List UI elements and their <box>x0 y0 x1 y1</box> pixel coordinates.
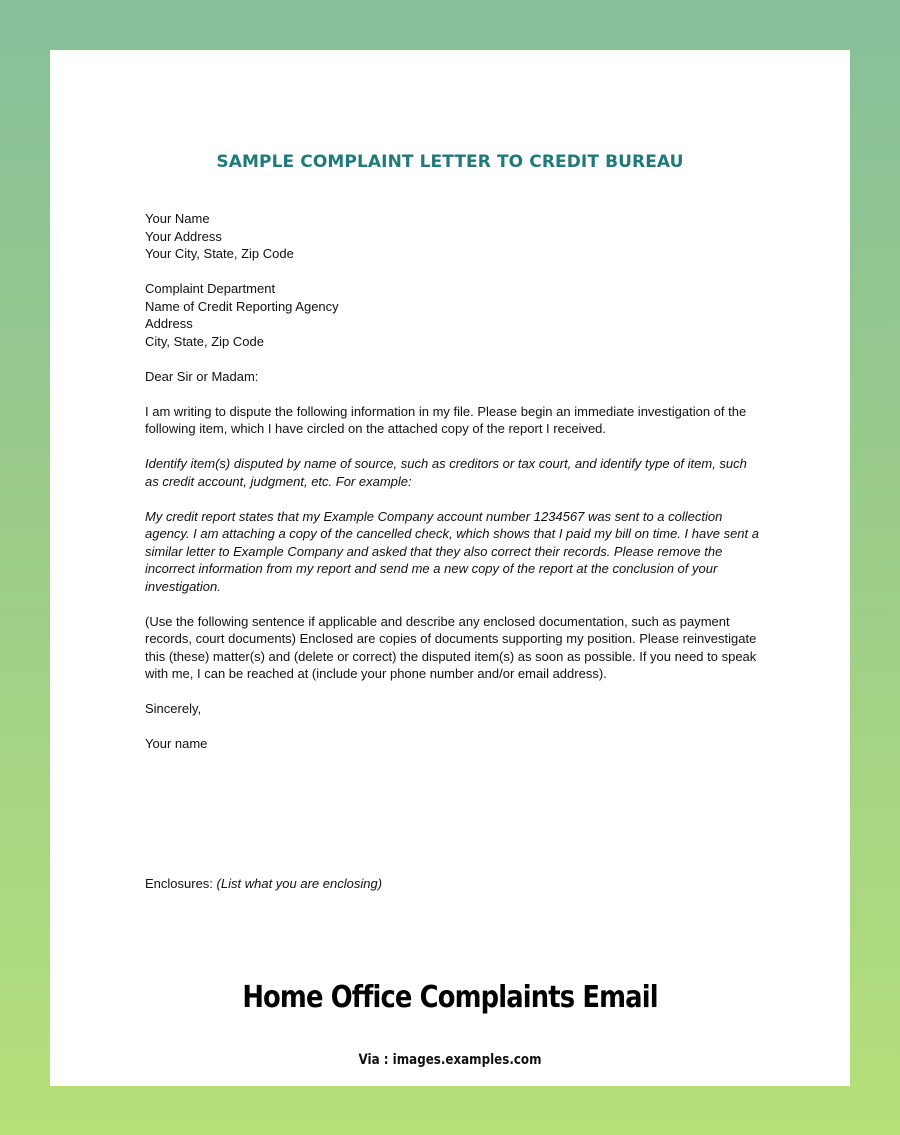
caption-source: Via : images.examples.com <box>358 1052 542 1068</box>
paragraph-example: My credit report states that my Example Company account number 1234567 was sent to a collection agency. I am attaching a copy of the cancelled check, which shows that I paid my bill on time. I have sent a similar letter to Example Company and asked that they also correct their records. Please remove the incorrect information from my report and send me a new copy of the report at the conclusion of your investigation. <box>145 508 759 594</box>
paragraph-enclosed: (Use the following sentence if applicable and describe any enclosed documentation, such as payment records, court documents) Enclosed are copies of documents supporting my position. Please reinvestigate this (these) matter(s) and (delete or correct) the disputed item(s) as soon as possible. If you need to speak with me, I can be reached at (include your phone number and/or email address). <box>145 613 757 681</box>
recipient-agency: Name of Credit Reporting Agency <box>145 298 339 314</box>
letter-body <box>145 210 760 910</box>
sender-city: Your City, State, Zip Code <box>145 246 294 261</box>
recipient-address: Address <box>145 316 193 331</box>
sender-name: Your Name <box>145 211 210 226</box>
paragraph-dispute: I am writing to dispute the following information in my file. Please begin an immediate investigation of the following item, which I have circled on the attached copy of the report I received. <box>145 403 747 436</box>
recipient-block <box>145 280 760 350</box>
letter-page <box>50 50 850 1086</box>
recipient-department: Complaint Department <box>145 281 276 296</box>
closing: Sincerely, <box>145 701 202 716</box>
paragraph-identify-items: Identify item(s) disputed by name of source, such as creditors or tax court, and identify type of item, such as credit account, judgment, etc. For example: <box>145 456 747 489</box>
caption-title: Home Office Complaints Email <box>242 980 658 1015</box>
letter-title: SAMPLE COMPLAINT LETTER TO CREDIT BUREAU <box>216 152 684 172</box>
enclosures-label: Enclosures: <box>145 876 213 891</box>
enclosures-note: (List what you are enclosing) <box>216 876 383 891</box>
salutation: Dear Sir or Madam: <box>145 368 259 384</box>
sender-block <box>145 210 760 263</box>
sender-address: Your Address <box>145 228 222 244</box>
signature-space <box>145 770 760 875</box>
signature: Your name <box>145 736 208 751</box>
enclosures-line <box>145 875 760 893</box>
recipient-city: City, State, Zip Code <box>145 333 264 349</box>
